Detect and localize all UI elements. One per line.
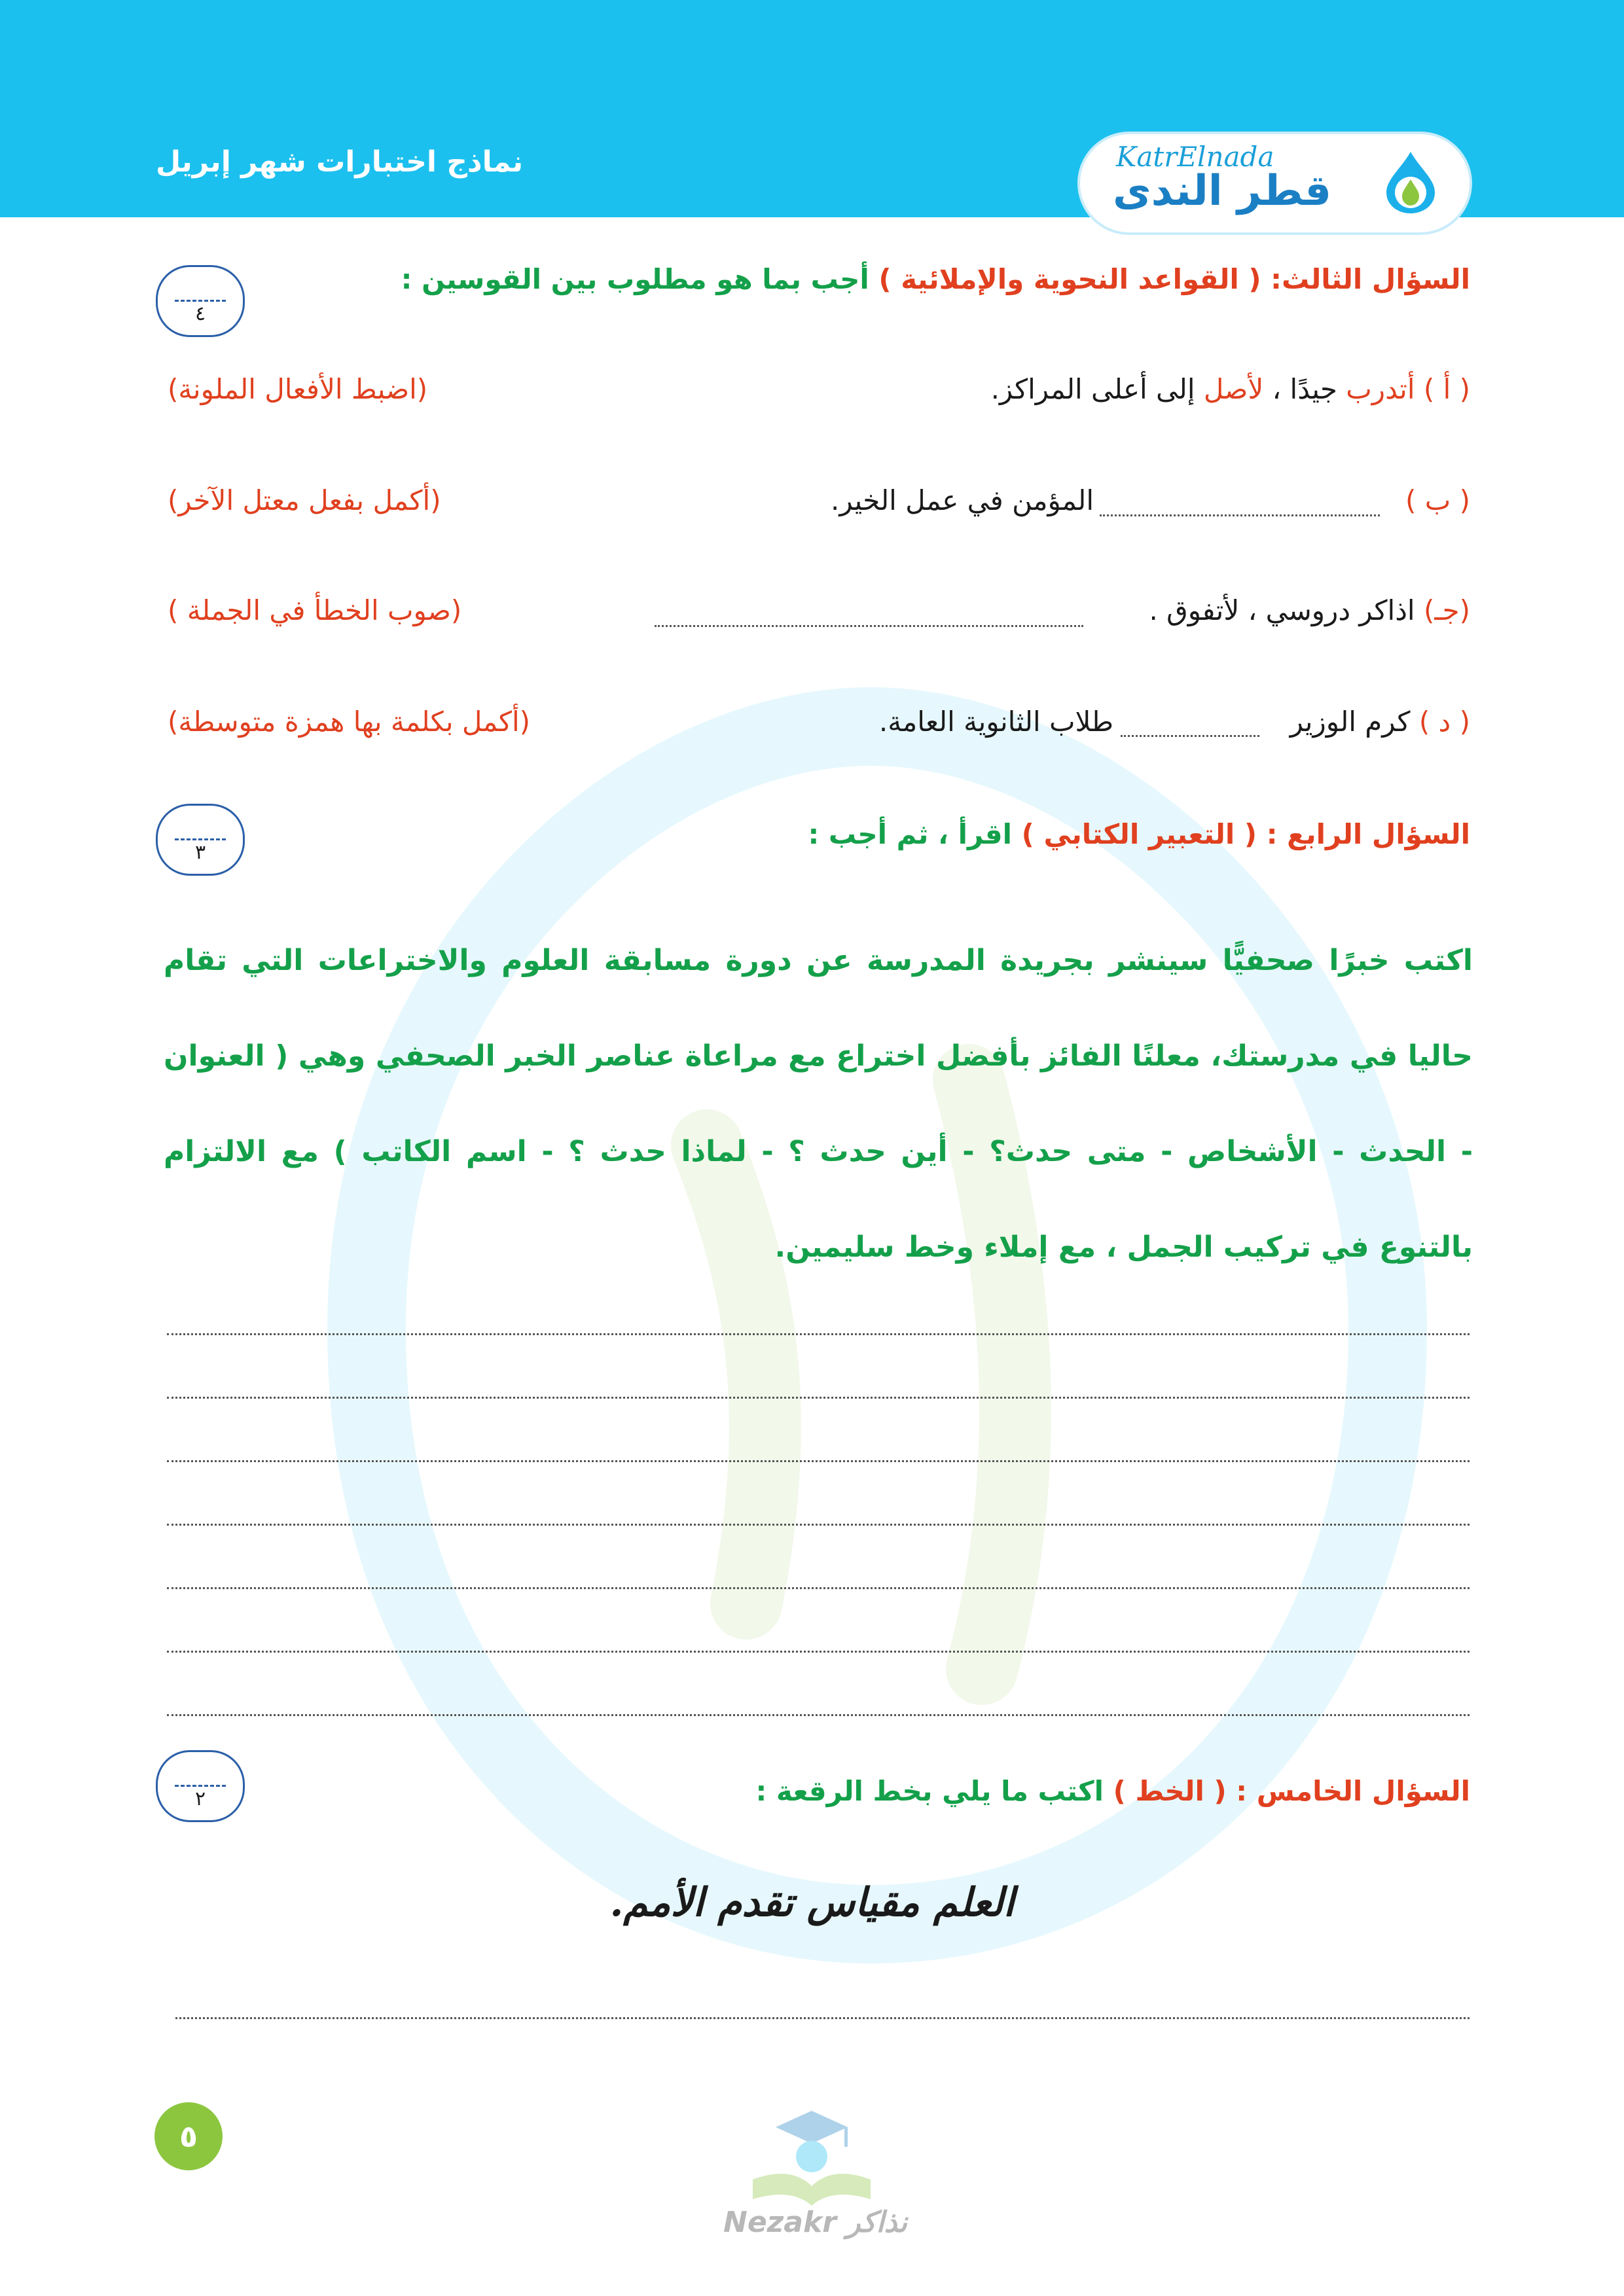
- q3-item-b-label: ( ب ): [1405, 484, 1470, 516]
- writing-line[interactable]: [167, 1460, 1470, 1462]
- q4-score-circle: [156, 804, 245, 876]
- q3-item-d-label: ( د ): [1410, 706, 1470, 738]
- q3-item-c-answer-blank[interactable]: [655, 625, 1083, 627]
- q5-calligraphy-sample: العلم مقياس تقدم الأمم.: [609, 1880, 1015, 1926]
- q5-heading-instruction: اكتب ما يلي بخط الرقعة :: [755, 1775, 1113, 1807]
- q4-instructions-paragraph: اكتب خبرًا صحفيًّا سينشر بجريدة المدرسة عن دورة مسابقة العلوم والاختراعات التي تقام حاليا في مدرستك، معلنًا الفائز بأفضل اختراع مع مراعاة عناصر الخبر الصحفي وهي ( العنوان - الحدث - الأشخاص - متى حدث؟ - أين حدث ؟ - لماذا حدث ؟ - اسم الكاتب ) مع الالتزام بالتنوع في تركيب الجمل ، مع إملاء وخط سليمين.: [164, 944, 1473, 1264]
- q5-score: ٢: [194, 1787, 206, 1810]
- q3-score-circle: [156, 265, 245, 337]
- q3-heading-instruction: أجب بما هو مطلوب بين القوسين :: [401, 263, 879, 295]
- q3-item-c-text: اذاكر دروسي ، لأتفوق .: [1149, 594, 1415, 626]
- q3-heading: [401, 263, 1470, 295]
- q3-item-d-hint: (أكمل بكلمة بها همزة متوسطة): [168, 706, 530, 738]
- logo-latin-text: KatrElnada: [1116, 141, 1274, 173]
- q4-heading: [808, 818, 1470, 850]
- q3-item-d-answer-blank[interactable]: [1121, 735, 1259, 737]
- q5-heading-label: السؤال الخامس :: [1226, 1775, 1470, 1807]
- q4-score: ٣: [194, 841, 206, 864]
- q3-heading-label: السؤال الثالث:: [1261, 263, 1470, 295]
- q3-item-b-text: المؤمن في عمل الخير.: [831, 484, 1094, 516]
- q3-item-b-answer-blank[interactable]: [1100, 514, 1380, 516]
- page-number-badge: ٥: [154, 2102, 223, 2170]
- writing-line[interactable]: [167, 1587, 1470, 1589]
- q3-heading-topic: ( القواعد النحوية والإملائية ): [878, 263, 1261, 295]
- q5-heading: [756, 1775, 1471, 1807]
- q3-item-a-verb-1: أتدرب: [1346, 373, 1415, 405]
- q4-heading-instruction: اقرأ ، ثم أجب :: [808, 818, 1022, 850]
- q3-item-a-hint: (اضبط الأفعال الملونة): [168, 373, 428, 405]
- footer-brand-text: Nezakr نذاكر: [723, 2206, 908, 2239]
- writing-line[interactable]: [167, 1397, 1470, 1399]
- water-drop-logo-icon: [1381, 149, 1440, 215]
- writing-line[interactable]: [167, 1333, 1470, 1335]
- q3-item-c: [1149, 594, 1470, 626]
- q3-item-a: ( أ ) أتدرب جيدًا ، لأصل إلى أعلى المراكز.: [990, 373, 1470, 405]
- q3-item-a-verb-2: لأصل: [1203, 373, 1264, 405]
- calligraphy-writing-line[interactable]: [175, 2017, 1470, 2019]
- q3-item-b-hint: (أكمل بفعل معتل الآخر): [168, 484, 441, 516]
- watermark-logo-icon: [249, 687, 1492, 1964]
- writing-line[interactable]: [167, 1714, 1470, 1716]
- logo-arabic-text: قطر الندى: [1113, 167, 1332, 215]
- q5-heading-topic: ( الخط ): [1113, 1775, 1227, 1807]
- q3-item-a-label: ( أ ): [1415, 373, 1470, 405]
- writing-line[interactable]: [167, 1651, 1470, 1653]
- q3-item-c-hint: (صوب الخطأ في الجملة ): [168, 594, 462, 626]
- writing-line[interactable]: [167, 1524, 1470, 1526]
- q4-heading-topic: ( التعبير الكتابي ): [1021, 818, 1257, 850]
- q3-score: ٤: [194, 302, 206, 325]
- q5-score-circle: [156, 1750, 245, 1822]
- q4-heading-label: السؤال الرابع :: [1257, 818, 1470, 850]
- page-header-title: نماذج اختبارات شهر إبريل: [156, 145, 524, 179]
- q3-item-d-text-1: كرم الوزير: [1290, 706, 1411, 738]
- q3-item-c-label: (جـ): [1415, 594, 1470, 626]
- q3-item-d-text-2: طلاب الثانوية العامة.: [878, 706, 1113, 738]
- q3-item-d: [1290, 706, 1470, 738]
